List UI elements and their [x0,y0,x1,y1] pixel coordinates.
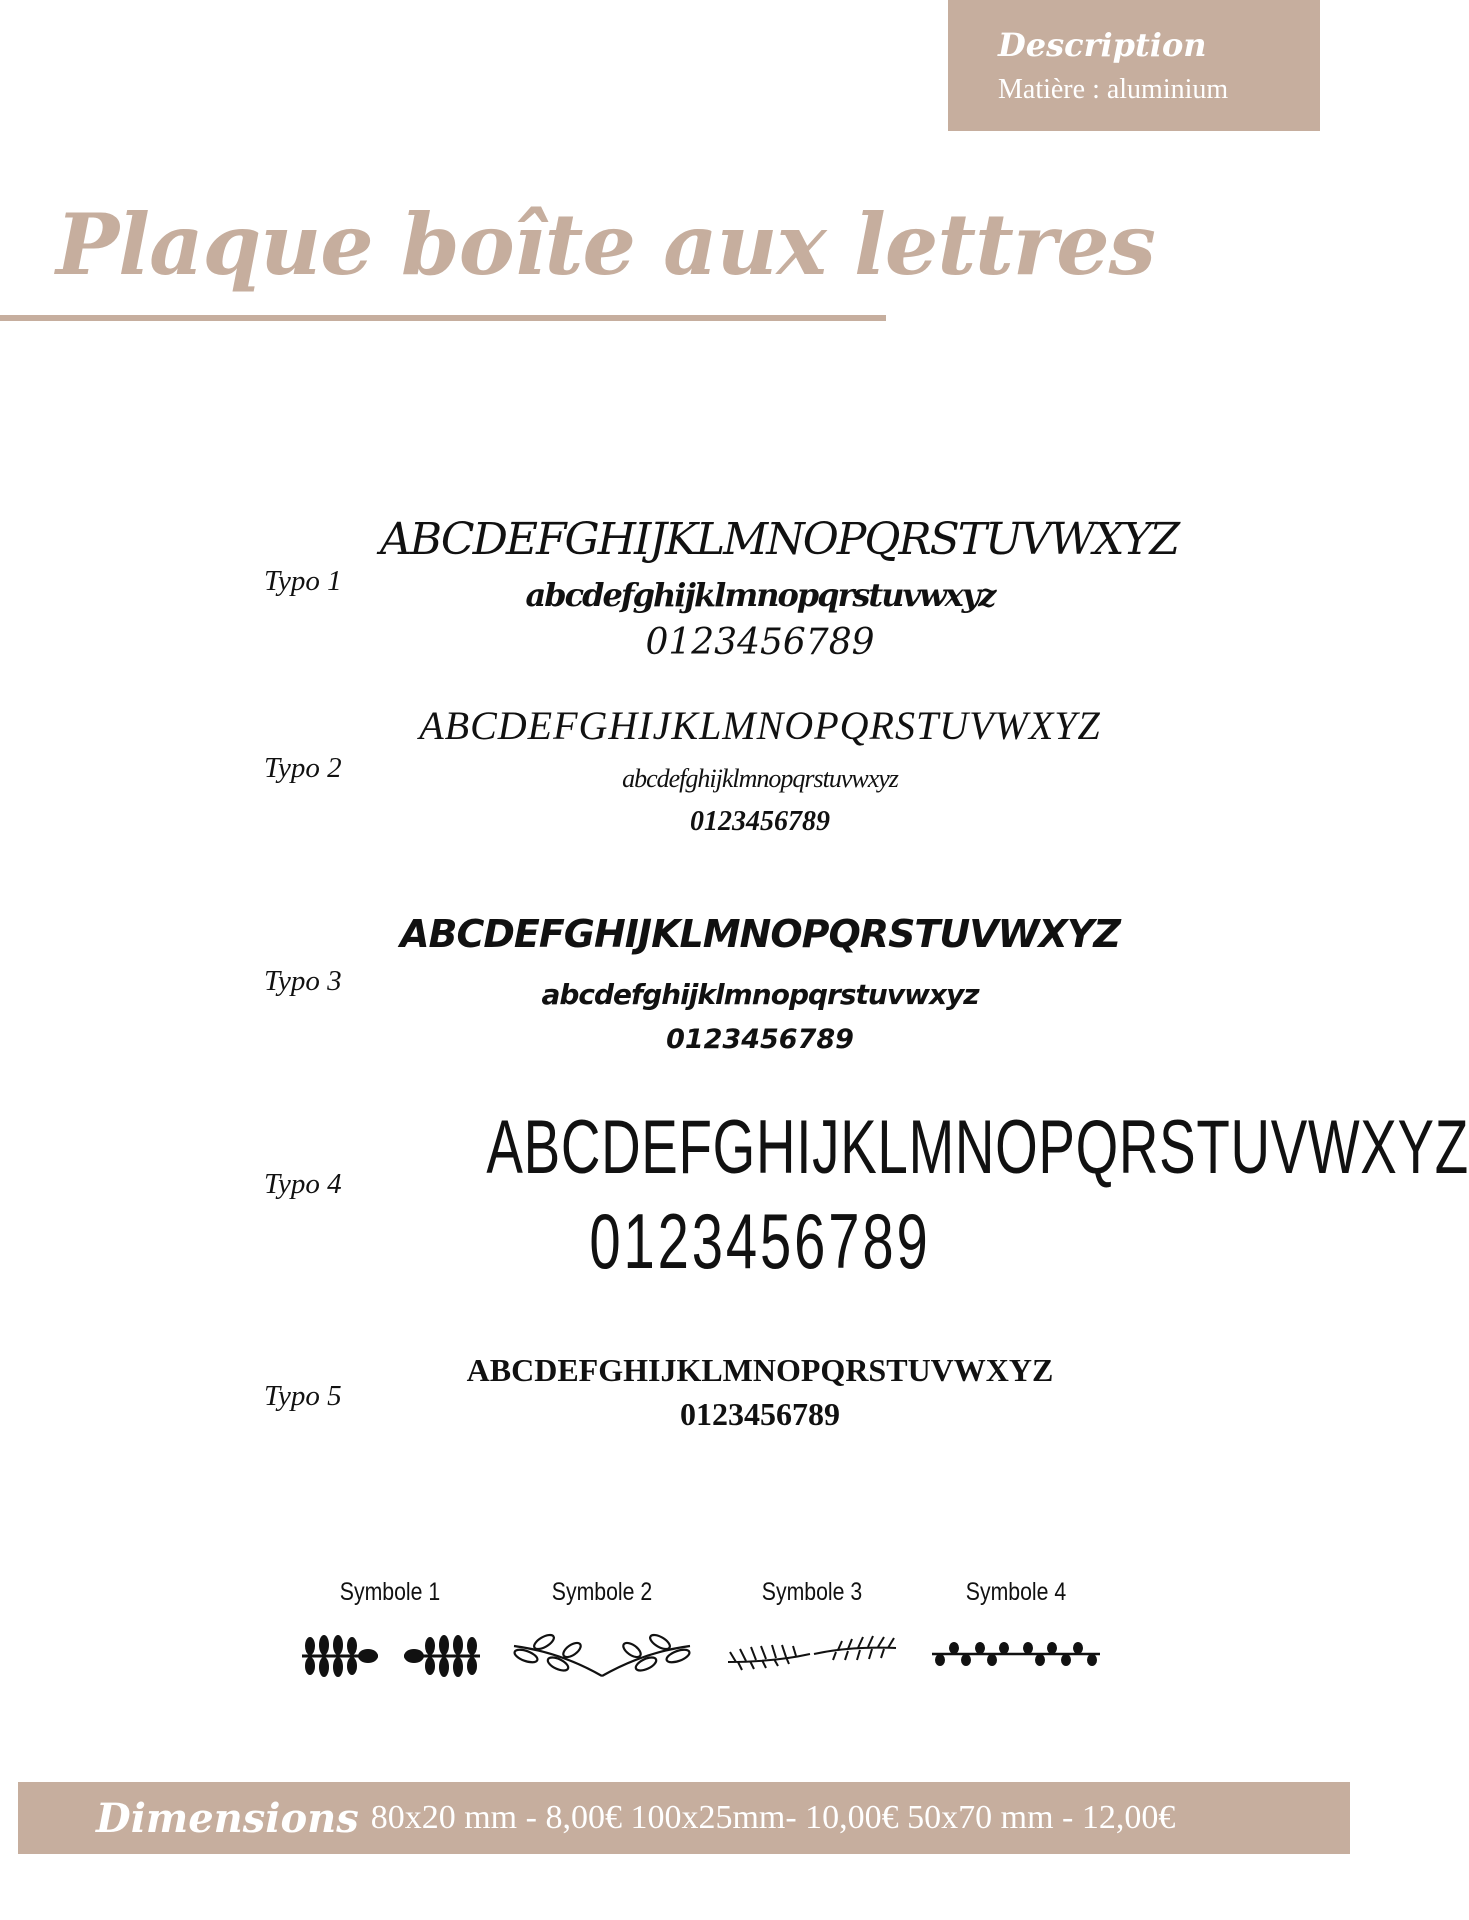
description-box [948,0,1320,131]
typo-3-digits: 0123456789 [666,1024,854,1055]
symbol-4-label: Symbole 4 [965,1578,1067,1606]
dimensions-title: Dimensions [96,1794,359,1842]
typo-2-lowercase: abcdefghijklmnopqrstuvwxyz [622,764,898,793]
typo-1-lowercase: abcdefghijklmnopqrstuvwxyz [525,576,995,614]
typo-1-digits: 0123456789 [645,622,875,663]
typo-2-uppercase: ABCDEFGHIJKLMNOPQRSTUVWXYZ [419,703,1101,748]
typo-4-digits: 0123456789 [589,1197,931,1285]
fern-branches-icon [724,1632,900,1672]
typo-2-label: Typo 2 [264,752,342,784]
typo-5-label: Typo 5 [264,1380,342,1412]
typo-3-uppercase: ABCDEFGHIJKLMNOPQRSTUVWXYZ [400,912,1120,956]
description-title: Description [998,26,1207,64]
typo-5-digits: 0123456789 [680,1396,840,1432]
typo-4-uppercase: ABCDEFGHIJKLMNOPQRSTUVWXYZ [486,1105,1469,1190]
typo-4-label: Typo 4 [264,1168,342,1200]
title-underline [0,315,886,321]
typo-3-lowercase: abcdefghijklmnopqrstuvwxyz [541,978,979,1011]
typo-5-uppercase: ABCDEFGHIJKLMNOPQRSTUVWXYZ [466,1352,1054,1388]
symbol-3-label: Symbole 3 [761,1578,863,1606]
description-text: Matière : aluminium [998,74,1229,105]
symbol-2-label: Symbole 2 [551,1578,653,1606]
dense-leaf-branches-icon [300,1632,482,1680]
dimensions-text: 80x20 mm - 8,00€ 100x25mm- 10,00€ 50x70 mm - 12,00€ [370,1799,1176,1836]
page-title: Plaque boîte aux lettres [56,195,1155,294]
typo-1-label: Typo 1 [264,565,342,597]
typo-1-uppercase: ABCDEFGHIJKLMNOPQRSTUVWXYZ [380,514,1179,565]
symbol-1-label: Symbole 1 [339,1578,441,1606]
typo-3-label: Typo 3 [264,965,342,997]
berry-vine-icon [928,1632,1104,1672]
dimensions-bar [18,1782,1350,1854]
outline-laurel-icon [510,1632,694,1680]
typo-2-digits: 0123456789 [690,806,830,837]
